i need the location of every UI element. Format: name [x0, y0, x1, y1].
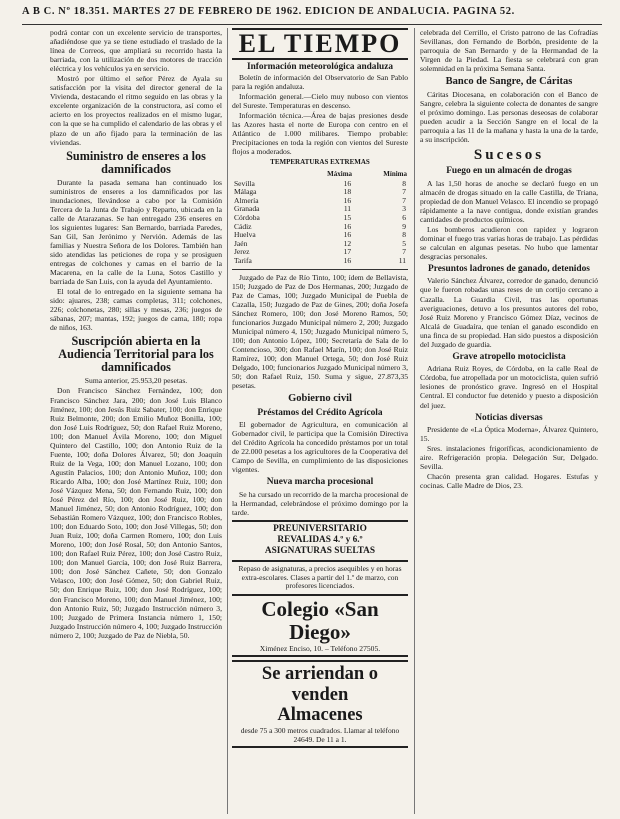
col3-intro-paragraph: celebrada del Cerrillo, el Cristo patrono de las Cofradías Sevillanas, don Fernando de Borbón, presidente de la parroquia de San Bernardo y de la Hermandad de la Virgen de la Piedad. La fiesta se celebrará con gran solemnidad en la próxima Semana Santa. [420, 28, 598, 74]
noticias-paragraph-3: Chacón presenta gran calidad. Hogares. Estufas y cocinas. Calle Madre de Dios, 23. [420, 472, 598, 491]
temps-row [232, 231, 408, 240]
temps-col-city [232, 169, 296, 180]
noticias-heading: Noticias diversas [475, 412, 543, 423]
temps-header-row [232, 169, 408, 180]
gobierno-civil-heading: Gobierno civil [288, 393, 352, 405]
ladrones-paragraph: Valerio Sánchez Álvarez, corredor de ganado, denunció que le fueron robadas unas reses de un cortijo cercano a Cazalla. La Guardia Civil, tras las oportunas averiguaciones, detuvo a los presuntos autores del robo, José Ruiz Moreno y Francisco Gómez Díaz, vecinos de Alcalá de Guadaíra, que tenían el ganado escondido en una finca de su propiedad. Han sido puestos a disposición del Juzgado de guardia. [420, 276, 598, 349]
temps-max: 16 [343, 195, 352, 205]
ad-preuniversitario-title: PREUNIVERSITARIO [273, 524, 367, 535]
temps-min: 3 [402, 204, 406, 214]
temps-min: 7 [402, 187, 406, 197]
suministro-paragraph-1: Durante la pasada semana han continuado los suministros de enseres a los damnificados por las inundaciones, llevándose a cabo por la Comisión Tercera de la Junta de Trabajo y Reparto, ubicada en la calle de Atarazanas. Se han entregado 236 enseres en los siguientes lugares: San Bernardo, barriada Paredes, San Gil, San Jerónimo y Nervión. Además de las familias y Nuestra Señora de los Dolores. También han sido atendidas las peticiones de ropa y se prosiguen entregas de colchones y camas en el barrio de la Macarena, en la calle de la Luna, Sotos Castillo y barriada de San Luis, con la ayuda del Ayuntamiento. [50, 177, 222, 287]
fuego-heading: Fuego en un almacén de drogas [446, 166, 572, 177]
column-3 [420, 28, 598, 814]
weather-paragraph-3: Información técnica.—Área de bajas presiones desde las Azores hasta el norte de Europa con centro en el Atlántico de 1.000 milibares. Tiempo probable: Precipitaciones en toda la región con vientos del Sureste flojos a moderados. [232, 110, 408, 156]
temps-max: 17 [343, 247, 352, 257]
atropello-heading: Grave atropello motociclista [452, 351, 566, 362]
temps-row [232, 223, 408, 232]
col1-intro-paragraph-2: Mostró por último el señor Pérez de Ayala su satisfacción por la visita del director general de la Vivienda, destacando el ritmo seguido en las obras y la excelente organización de la constructora, así como el acierto en los proyectos realizados en el mismo lugar, con la que se ha cumplido el calendario de las obras y el plazo de un año fijado para la terminación de las viviendas. [50, 74, 222, 147]
temps-city: Almería [234, 195, 259, 205]
arriendan-details: desde 75 a 300 metros cuadrados. Llamar al teléfono 24649. De 11 a 1. [240, 725, 400, 744]
temps-row [232, 248, 408, 257]
arriendan-ad [232, 660, 408, 748]
weather-paragraph-2: Información general.—Cielo muy nuboso con vientos del Sureste. Temperaturas en descenso. [232, 91, 408, 110]
noticias-paragraph-2: Sres. instalaciones frigoríficas, acondicionamiento de aire. Refrigeración propia. Delegación Sur, Delgado. Sevilla. [420, 444, 598, 472]
temps-min: 11 [398, 255, 406, 265]
suministro-paragraph-2: El total de lo entregado en la siguiente semana ha sido: ajuares, 238; camas completas, 311; colchones, 226; colchonetas, 280; sillas y mesas, 236; juegos de sábanas, 207; mantas, 192; juegos de cama, 180; ropa de niños, 163. [50, 287, 222, 333]
temps-max: 16 [343, 178, 352, 188]
almacenes-title: Almacenes [277, 705, 363, 726]
temps-max: 12 [343, 238, 352, 248]
el-tiempo-masthead: EL TIEMPO [232, 28, 408, 60]
temps-city: Huelva [234, 230, 256, 240]
noticias-paragraph-1: Presidente de «La Óptica Moderna», Álvarez Quintero, 15. [420, 425, 598, 444]
temps-city: Málaga [234, 187, 257, 197]
temps-min: 5 [402, 238, 406, 248]
temps-city: Jerez [234, 247, 250, 257]
sucesos-heading: Sucesos [473, 147, 545, 164]
temps-max: 16 [343, 221, 352, 231]
colegio-ad [232, 594, 408, 657]
temps-city: Cádiz [234, 221, 252, 231]
temps-city: Granada [234, 204, 260, 214]
temps-city: Córdoba [234, 212, 260, 222]
temps-row [232, 240, 408, 249]
ladrones-heading: Presuntos ladrones de ganado, detenidos [428, 263, 590, 274]
banco-sangre-heading: Banco de Sangre, de Cáritas [445, 76, 573, 88]
temps-rule [232, 269, 408, 270]
suscripcion-paragraph-1: Suma anterior, 25.953,20 pesetas. [84, 376, 188, 386]
temps-col-min: Mínima [383, 169, 407, 178]
column-divider-1 [227, 28, 228, 814]
page-header: A B C. Nº 18.351. MARTES 27 DE FEBRERO DE 1962. EDICION DE ANDALUCIA. PAGINA 52. [22, 6, 602, 25]
temps-city: Tarifa [234, 255, 252, 265]
marcha-heading: Nueva marcha procesional [266, 477, 374, 488]
temps-title: TEMPERATURAS EXTREMAS [270, 157, 370, 166]
temps-max: 15 [343, 212, 352, 222]
temps-max: 16 [343, 230, 352, 240]
suministro-heading: Suministro de enseres a los damnificados [66, 148, 206, 176]
temps-row [232, 257, 408, 266]
colegio-address: Ximénez Enciso, 10. – Teléfono 27505. [259, 644, 381, 654]
banco-sangre-paragraph: Cáritas Diocesana, en colaboración con el Banco de Sangre, celebra la siguiente colecta de donantes de sangre el próximo domingo. Las personas deseosas de colaborar pueden acudir a la Sección Sangre en el local de la parroquia a las 11 de la mañana y hasta la una de la tarde, a su inscripción. [420, 89, 598, 144]
temperatures-table [232, 169, 408, 266]
temps-max: 16 [343, 255, 352, 265]
temps-min: 7 [402, 195, 406, 205]
temps-max: 11 [343, 204, 352, 214]
suscripcion-paragraph-2: Don Francisco Sánchez Fernández, 100; don Francisco Sánchez Jara, 200; don José Luis Blanco Jiménez, 100; don Jesús Ruiz Sabater, 100; don Enrique Ruiz Belmonte, 200; don Emilio Muñoz Bonilla, 100; don José Luis Rodríguez, 50; don Rafael Ruiz Moreno, 100; don Manuel Ávila Moreno, 100; don Miguel Quintero del Castillo, 100; don Antonio Ruiz de la Fuente, 100; doña Dolores Álvarez, 50; don Joaquín Ruiz de la Vega, 100; don Manuel Lozano, 100; don Agustín Palacios, 100; don Antonio Muñoz, 100; don Ricardo Alba, 100; don José Martínez Ruiz, 100; don José Vázquez Mena, 50; don Fernando Ruiz, 100; don José Pérez del Río, 100; don José Ruiz, 100; don Manuel Jiménez, 50; don Antonio Rodríguez, 100; don Sebastián Romero Vázquez, 100; don Francisco Robles, 100; don Eduardo Soto, 100; don José Villegas, 50; don Juan Ruiz, 100; doña Carmen Romero, 100; don Luis Moreno, 100; don José Rosal, 50; don Antonio Santos, 100; don Rafael Ruiz Pérez, 100; don José Castro Ruiz, 100; don Manuel García, 100; don José Ruiz Barrera, 100; don José Sánchez Cañete, 50; don Gonzalo Velasco, 100; don José Gómez, 50; don Gabriel Ruiz, 50; don Enrique Ruiz, 100; don José Rodríguez, 100; don Francisco Moreno, 100; don Manuel Jiménez, 100; don Antonio Ruiz, 50; Juzgado Instrucción número 3, 100; Juzgado de Primera Instancia número 1, 150; Juzgado Instrucción número 4, 100; Juzgado Instrucción número 2, 100; Juzgado de Paz de Niebla, 50. [50, 386, 222, 640]
ad-asignaturas: ASIGNATURAS SUELTAS [264, 546, 376, 557]
temps-min: 8 [402, 178, 406, 188]
prestamos-heading: Préstamos del Crédito Agrícola [257, 407, 383, 418]
ad-description: Repaso de asignaturas, a precios asequibles y en horas extra-escolares. Clases a partir del 1.º de marzo, con profesores licenciados. [238, 563, 402, 591]
temps-min: 9 [402, 221, 406, 231]
temps-min: 6 [402, 212, 406, 222]
marcha-paragraph: Se ha cursado un recorrido de la marcha procesional de la Hermandad, celebrándose el próximo domingo por la tarde. [232, 489, 408, 517]
column-2 [232, 28, 408, 814]
temps-min: 8 [402, 230, 406, 240]
fuego-paragraph-1: A las 1,50 horas de anoche se declaró fuego en un almacén de drogas situado en la calle Castilla, de Triana, propiedad de don Manuel Velasco. El incendio se propagó rápidamente a la nave contigua, donde existían grandes cantidades de productos químicos. [420, 178, 598, 224]
col1-intro-paragraph-1: podrá contar con un excelente servicio de transportes, añadiéndose que ya se tiene estudiado el traslado de la línea de Correos, que ampliará su recorrido hasta la barriada, con la utilización de dos motores de tracción eléctrica y los vehículos ya en servicio. [50, 28, 222, 74]
temps-min: 7 [402, 247, 406, 257]
temps-city: Sevilla [234, 178, 255, 188]
fuego-paragraph-2: Los bomberos acudieron con rapidez y lograron dominar el fuego tras varias horas de trabajo. Las pérdidas se calculan en algunas pesetas. No hubo que lamentar desgracias personales. [420, 224, 598, 261]
preuniversitario-ad [232, 520, 408, 562]
colegio-name: Colegio «San Diego» [261, 597, 379, 645]
prestamos-paragraph: El gobernador de Agricultura, en comunicación al Gobernador civil, le participa que la Comisión Directiva del Crédito Agrícola ha concedido préstamos por un total de 22.000 pesetas a los agricultores de la Cooperativa del Campo de Sevilla, en cumplimiento de las disposiciones vigentes. [232, 420, 408, 475]
suscripcion-continued-paragraph: Juzgado de Paz de Río Tinto, 100; ídem de Bellavista, 150; Juzgado de Paz de Dos Hermanas, 200; Juzgado de Paz de Camas, 100; Juzgado Municipal de Puebla de Cazalla, 150; Juzgado de Paz de Gines, 200; doña Josefa Sánchez Romero, 100; don José Moreno Ramos, 50; funcionarios Juzgado Municipal número 2, 200; Juzgado Municipal número 4, 150; Juzgado Municipal número 5, 100; don Antonio López, 100; Secretaría de Sala de lo Contencioso, 300; don Rafael Marín, 100; don José Ruiz Ramírez, 100; don Manuel Ortega, 50; don José Ruiz Delgado, 100; funcionarios Juzgado Municipal número 3, 50; don Rafael Ruiz, 150. Suma y sigue, 27.873,35 pesetas. [232, 272, 408, 391]
column-divider-2 [414, 28, 415, 814]
weather-paragraph-1: Boletín de información del Observatorio de San Pablo para la región andaluza. [232, 72, 408, 91]
temps-col-max: Máxima [327, 169, 353, 178]
suscripcion-heading: Suscripción abierta en la Audiencia Territorial para los damnificados [58, 334, 214, 375]
temps-city: Jaén [234, 238, 248, 248]
atropello-paragraph: Adriana Ruiz Royes, de Córdoba, en la calle Real de Córdoba, fue atropellada por un motociclista, quien sufrió lesiones de pronóstico grave. Ingresó en el Hospital Central. El conductor fue detenido y puesto a disposición del juez. [420, 364, 598, 410]
ad-revalidas: REVALIDAS 4.º y 6.º [277, 535, 363, 546]
column-1 [50, 28, 222, 814]
temps-max: 18 [343, 187, 352, 197]
arriendan-title: Se arriendan o venden [261, 664, 379, 705]
temps-row [232, 214, 408, 223]
temps-row [232, 180, 408, 189]
weather-heading: Información meteorológica andaluza [247, 62, 393, 72]
